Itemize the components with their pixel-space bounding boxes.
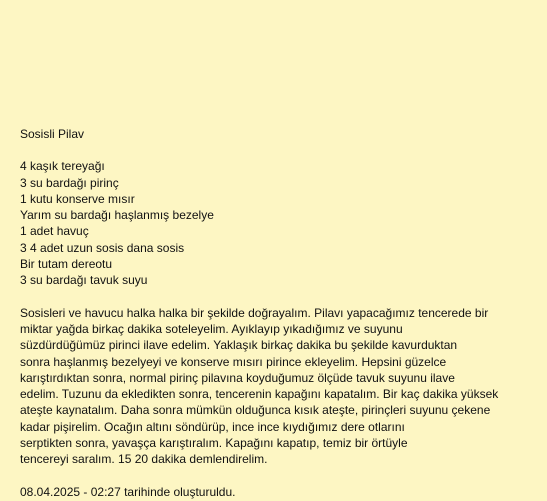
instruction-line: tencereyi saralım. 15 20 dakika demlendirelim. [20, 452, 268, 467]
recipe-title: Sosisli Pilav [20, 127, 85, 141]
instruction-line: ateşte kaynatalım. Daha sonra mümkün olduğunca kısık ateşte, pirinçleri suyunu çekene [20, 403, 491, 418]
instruction-line: süzdürdüğümüz pirinci ilave edelim. Yaklaşık birkaç dakika bu şekilde kavurduktan [20, 338, 458, 353]
recipe-content [20, 126, 530, 500]
ingredient-item: 3 su bardağı pirinç [20, 175, 119, 190]
instruction-line: serptikten sonra, yavaşça karıştıralım. Kapağını kapatıp, temiz bir örtüyle [20, 436, 408, 451]
instruction-line: sonra haşlanmış bezelyeyi ve konserve mısırı pirince ekleyelim. Hepsini güzelce [20, 354, 447, 369]
ingredient-item: 3 4 adet uzun sosis dana sosis [20, 240, 185, 255]
ingredient-item: 3 su bardağı tavuk suyu [20, 273, 148, 288]
created-timestamp: 08.04.2025 - 02:27 tarihinde oluşturuldu. [20, 484, 236, 499]
ingredient-item: 1 adet havuç [20, 224, 89, 239]
ingredient-list [20, 158, 530, 288]
instruction-line: kadar pişirelim. Ocağın altını söndürüp, ince ince kıydığımız dere otlarını [20, 419, 405, 434]
instruction-line: Sosisleri ve havucu halka halka bir şekilde doğrayalım. Pilavı yapacağımız tencerede bir [20, 305, 489, 320]
recipe-instructions [20, 305, 530, 468]
ingredient-item: 1 kutu konserve mısır [20, 191, 135, 206]
ingredient-item: 4 kaşık tereyağı [20, 159, 105, 174]
ingredient-item: Bir tutam dereotu [20, 257, 113, 272]
instruction-line: edelim. Tuzunu da ekledikten sonra, tencerenin kapağını kapatalım. Bir kaç dakika yüksek [20, 387, 499, 402]
instruction-line: karıştırdıktan sonra, normal pirinç pilavına koyduğumuz ölçüde tavuk suyunu ilave [20, 370, 455, 385]
ingredient-item: Yarım su bardağı haşlanmış bezelye [20, 208, 214, 223]
instruction-line: miktar yağda birkaç dakika soteleyelim. Ayıklayıp yıkadığımız ve suyunu [20, 321, 403, 336]
